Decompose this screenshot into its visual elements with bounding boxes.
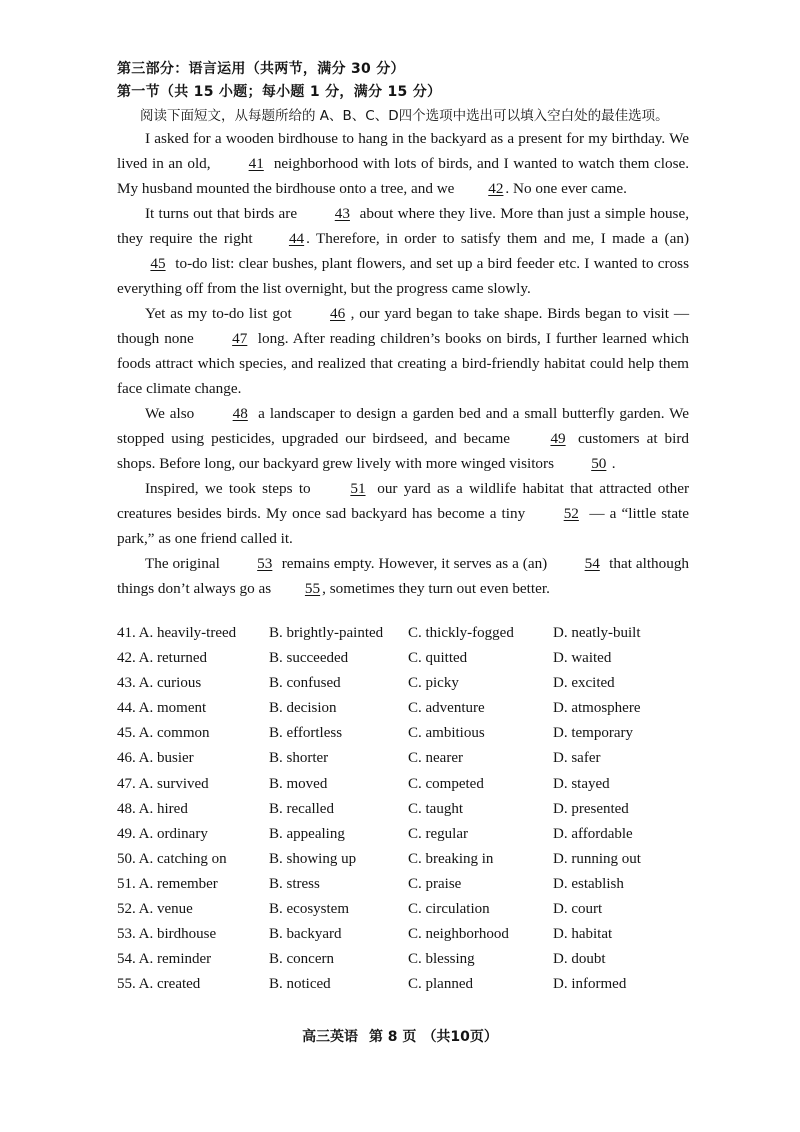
option-d: D. atmosphere: [553, 700, 641, 717]
text: , sometimes they turn out even better.: [322, 580, 550, 597]
option-c: C. thickly-fogged: [408, 625, 514, 641]
option-c: C. regular: [408, 825, 468, 842]
text: our yard as a wildlife habitat that attracted other creatures besides birds. My once sad backyard has become a tiny: [117, 480, 690, 522]
option-a: 51. A. remember: [117, 875, 218, 892]
option-d: D. stayed: [553, 775, 610, 792]
blank-55: 55: [304, 580, 321, 597]
option-b: B. appealing: [269, 825, 345, 842]
text: about where they live. More than just a simple house, they require the right: [117, 205, 689, 247]
cloze-passage: [117, 126, 689, 601]
blank-41: 41: [248, 155, 264, 172]
footer-total-pages: （共10页）: [422, 1029, 498, 1045]
option-a: 54. A. reminder: [117, 951, 212, 968]
option-a: 44. A. moment: [117, 700, 207, 717]
text: that although things don’t always go as: [117, 555, 690, 597]
option-c: C. quitted: [408, 650, 468, 667]
option-b: B. shorter: [269, 750, 329, 767]
option-c: C. neighborhood: [408, 926, 509, 943]
option-a: 49. A. ordinary: [117, 825, 208, 842]
option-c: C. taught: [408, 800, 463, 817]
page-footer: [0, 1026, 800, 1046]
paragraph-4: [117, 401, 689, 476]
blank-48: 48: [232, 405, 248, 422]
option-a: 45. A. common: [117, 725, 210, 742]
option-d: D. neatly-built: [553, 625, 641, 641]
option-a: 52. A. venue: [117, 901, 193, 918]
text: I asked for a wooden birdhouse to hang in the backyard as a present for my birthday. We lived in an old,: [117, 130, 689, 172]
option-d: D. court: [553, 901, 603, 918]
blank-44: 44: [288, 230, 305, 247]
blank-52: 52: [563, 505, 579, 522]
paragraph-6: [117, 551, 689, 601]
text: to-do list: clear bushes, plant flowers, and set up a bird feeder etc. I wanted to cross everything off from the list overnight, but the progress came slowly.: [117, 255, 689, 297]
blank-49: 49: [550, 430, 566, 447]
option-d: D. running out: [553, 850, 641, 867]
text: The original: [145, 555, 220, 572]
option-d: D. habitat: [553, 926, 613, 943]
option-c: C. picky: [408, 675, 459, 692]
footer-subject: 高三英语: [302, 1029, 359, 1045]
option-d: D. doubt: [553, 951, 606, 968]
option-b: B. effortless: [269, 725, 343, 742]
option-b: B. confused: [269, 675, 341, 692]
option-c: C. nearer: [408, 750, 463, 767]
text: a landscaper to design a garden bed and a small butterfly garden. We stopped using pesticides, upgraded our birdseed, and became: [117, 405, 690, 447]
text: Yet as my to-do list got: [145, 305, 292, 322]
option-b: B. noticed: [269, 976, 331, 993]
paragraph-2: [117, 201, 689, 301]
blank-53: 53: [257, 555, 273, 572]
text: . No one ever came.: [505, 180, 627, 197]
blank-54: 54: [584, 555, 600, 572]
option-a: 42. A. returned: [117, 650, 207, 667]
option-a: 47. A. survived: [117, 775, 209, 792]
option-c: C. praise: [408, 875, 462, 892]
option-b: B. stress: [269, 875, 320, 892]
option-c: C. competed: [408, 775, 484, 792]
option-c: C. circulation: [408, 901, 490, 918]
option-a: 55. A. created: [117, 976, 201, 993]
option-d: D. informed: [553, 976, 627, 993]
blank-51: 51: [350, 480, 366, 497]
option-b: B. showing up: [269, 850, 357, 867]
instruction: 阅读下面短文，从每题所给的 A、B、C、D四个选项中选出可以填入空白处的最佳选项。: [140, 108, 669, 124]
blank-43: 43: [334, 205, 350, 222]
option-b: B. brightly-painted: [269, 625, 384, 641]
paragraph-5: [117, 476, 689, 551]
option-a: 43. A. curious: [117, 675, 202, 692]
option-b: B. concern: [269, 951, 334, 968]
option-c: C. breaking in: [408, 850, 494, 867]
footer-page-number: 第 8 页: [368, 1029, 417, 1045]
option-b: B. backyard: [269, 926, 342, 943]
paragraph-3: [117, 301, 689, 401]
option-b: B. decision: [269, 700, 337, 717]
option-d: D. affordable: [553, 825, 633, 842]
option-d: D. waited: [553, 650, 612, 667]
option-c: C. adventure: [408, 700, 485, 717]
option-b: B. ecosystem: [269, 901, 349, 918]
option-c: C. planned: [408, 976, 473, 993]
part-title: 第三部分：语言运用（共两节，满分 30 分）: [117, 61, 405, 77]
text: , our yard began to take shape. Birds began to visit — though none: [117, 305, 690, 347]
option-b: B. succeeded: [269, 650, 349, 667]
option-d: D. temporary: [553, 725, 633, 742]
option-a: 46. A. busier: [117, 750, 194, 767]
option-a: 41. A. heavily-treed: [117, 625, 237, 641]
option-a: 53. A. birdhouse: [117, 926, 217, 943]
text: . Therefore, in order to satisfy them and me, I made a (an): [306, 230, 690, 247]
blank-45: 45: [150, 255, 166, 272]
option-b: B. moved: [269, 775, 328, 792]
text: We also: [145, 405, 195, 422]
section-title: 第一节（共 15 小题；每小题 1 分，满分 15 分）: [117, 84, 442, 100]
blank-46: 46: [330, 305, 346, 322]
blank-42: 42: [488, 180, 504, 197]
option-a: 48. A. hired: [117, 800, 188, 817]
text: neighborhood with lots of birds, and I wanted to watch them close. My husband mounted the birdhouse onto a tree, and we: [117, 155, 690, 197]
text: Inspired, we took steps to: [145, 480, 311, 497]
option-d: D. safer: [553, 750, 601, 767]
paragraph-1: [117, 126, 689, 201]
text: long. After reading children’s books on birds, I further learned which foods attract which species, and realized that creating a bird-friendly habitat could help them face climate change.: [117, 330, 690, 397]
text: It turns out that birds are: [145, 205, 298, 222]
text: customers at bird shops. Before long, our backyard grew lively with more winged visitors: [117, 430, 689, 472]
option-a: 50. A. catching on: [117, 850, 227, 867]
option-d: D. presented: [553, 800, 629, 817]
option-b: B. recalled: [269, 800, 334, 817]
blank-47: 47: [232, 330, 248, 347]
option-d: D. establish: [553, 875, 624, 892]
blank-50: 50: [591, 455, 607, 472]
option-d: D. excited: [553, 675, 615, 692]
text: — a “little state park,” as one friend called it.: [117, 505, 690, 547]
text: .: [611, 455, 616, 472]
option-c: C. blessing: [408, 951, 475, 968]
text: remains empty. However, it serves as a (an): [281, 555, 548, 572]
option-c: C. ambitious: [408, 725, 485, 742]
